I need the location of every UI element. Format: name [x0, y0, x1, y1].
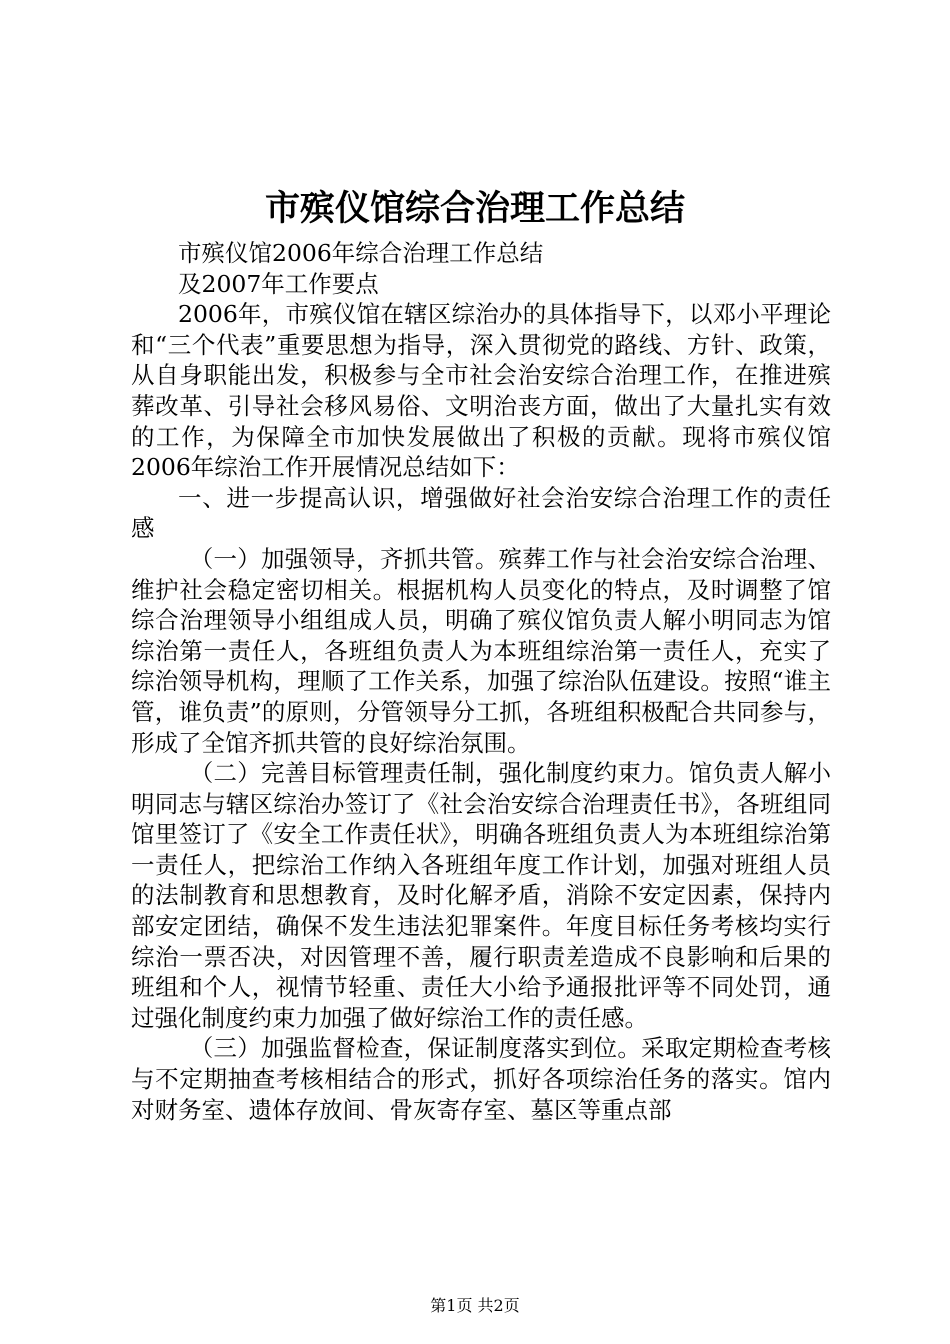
- paragraph-item-3: （三）加强监督检查，保证制度落实到位。采取定期检查考核与不定期抽查考核相结合的形式，抓好各项综治任务的落实。馆内对财务室、遗体存放间、骨灰寄存室、墓区等重点部: [131, 1034, 831, 1124]
- paragraph-intro: 2006年，市殡仪馆在辖区综治办的具体指导下，以邓小平理论和“三个代表”重要思想为指导，深入贯彻党的路线、方针、政策，从自身职能出发，积极参与全市社会治安综合治理工作，在推进殡葬改革、引导社会移风易俗、文明治丧方面，做出了大量扎实有效的工作，为保障全市加快发展做出了积极的贡献。现将市殡仪馆2006年综治工作开展情况总结如下：: [131, 300, 831, 482]
- page-footer: 第1页 共2页: [430, 1296, 520, 1315]
- document-body: [131, 238, 831, 1125]
- paragraph-item-1: （一）加强领导，齐抓共管。殡葬工作与社会治安综合治理、维护社会稳定密切相关。根据机构人员变化的特点，及时调整了馆综合治理领导小组组成人员，明确了殡仪馆负责人解小明同志为馆综治第一责任人，各班组负责人为本班组综治第一责任人，充实了综治领导机构，理顺了工作关系，加强了综治队伍建设。按照“谁主管，谁负责”的原则，分管领导分工抓，各班组积极配合共同参与，形成了全馆齐抓共管的良好综治氛围。: [131, 544, 831, 757]
- document-title: 市殡仪馆综合治理工作总结: [264, 188, 685, 229]
- subtitle-line-1: 市殡仪馆2006年综合治理工作总结: [178, 239, 544, 267]
- subtitle-line-2: 及2007年工作要点: [178, 269, 379, 298]
- section-heading-1: 一、进一步提高认识，增强做好社会治安综合治理工作的责任感: [131, 483, 831, 543]
- paragraph-item-2: （二）完善目标管理责任制，强化制度约束力。馆负责人解小明同志与辖区综治办签订了《社会治安综合治理责任书》，各班组同馆里签订了《安全工作责任状》，明确各班组负责人为本班组综治第一责任人，把综治工作纳入各班组年度工作计划，加强对班组人员的法制教育和思想教育，及时化解矛盾，消除不安定因素，保持内部安定团结，确保不发生违法犯罪案件。年度目标任务考核均实行综治一票否决，对因管理不善，履行职责差造成不良影响和后果的班组和个人，视情节轻重、责任大小给予通报批评等不同处罚，通过强化制度约束力加强了做好综治工作的责任感。: [131, 759, 831, 1032]
